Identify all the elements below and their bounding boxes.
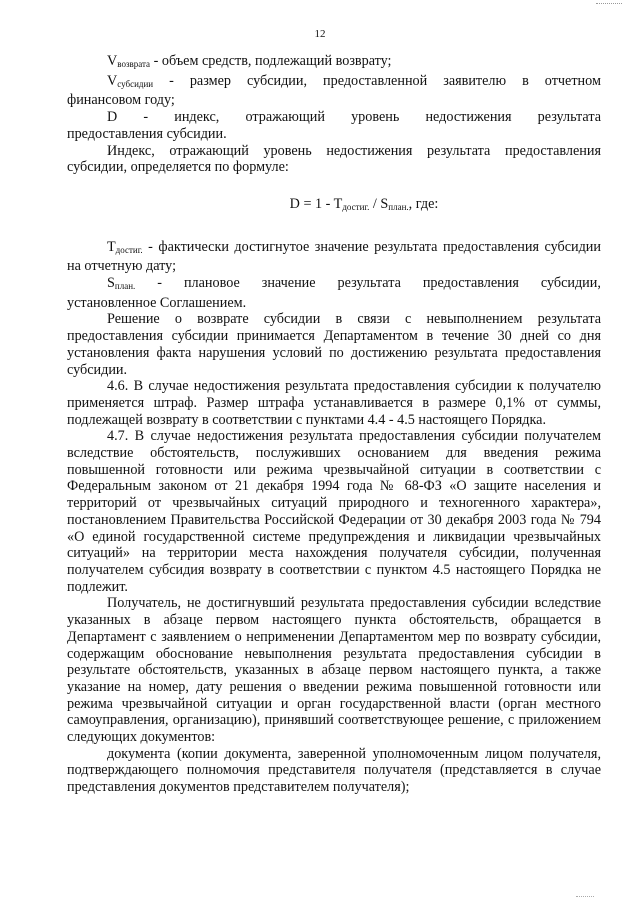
v-return-symbol: V	[107, 53, 118, 69]
s-symbol: S	[107, 275, 115, 292]
d-continuation: предоставления субсидии.	[67, 125, 227, 142]
corner-scan-mark-bottom	[576, 894, 594, 897]
s-word-4: результата	[337, 275, 401, 292]
d-word-0: D	[107, 109, 118, 126]
paragraph-4-6: 4.6. В случае недостижения результата предоставления субсидии к получателю применяется штраф. Размер штрафа устанавливается в размере 0,1% от суммы, подлежащей возврату в соответствии с пунктами 4.4 - 4.5 настоящего Порядка.	[67, 378, 601, 428]
s-continuation: установленное Соглашением.	[67, 294, 247, 311]
d-word-4: уровень	[351, 109, 400, 126]
formula-lhs: D = 1 - T	[289, 195, 343, 212]
s-word-0	[107, 275, 135, 295]
v-return-subscript: возврата	[117, 59, 151, 69]
v-subsidy-subscript: субсидии	[117, 78, 154, 89]
paragraph-4-7: 4.7. В случае недостижения результата предоставления субсидии получателем вследствие обстоятельств, послуживших основанием для введения режима повышенной готовности или режима чрезвычайной ситуации в соответствии с Федеральным законом от 21 декабря 1994 года № 68-ФЗ «О защите населения и территорий от чрезвычайных ситуаций природного и техногенного характера», постановлением Правительства Российской Федерации от 30 декабря 2003 года № 794 «О единой государственной системе предупреждения и ликвидации чрезвычайных ситуаций» на территории места нахождения получателя субсидии, полученная получателем субсидия возврату в соответствии с пунктом 4.5 настоящего Порядка не подлежит.	[67, 428, 601, 595]
s-word-3: значение	[261, 275, 316, 292]
d-word-6: результата	[537, 109, 601, 126]
t-subscript: достиг.	[115, 244, 143, 255]
t-definition	[67, 239, 601, 275]
v-subsidy-word-5: заявителю	[443, 72, 507, 89]
index-paragraph: Индекс, отражающий уровень недостижения результата предоставления субсидии, определяется по формуле:	[67, 142, 601, 176]
decision-paragraph: Решение о возврате субсидии в связи с невыполнением результата предоставления субсидии принимается Департаментом в течение 30 дней со дня установления факта нарушения условий по достижению результата предоставления субсидии.	[67, 311, 601, 378]
v-subsidy-symbol: V	[107, 72, 118, 89]
document-body	[67, 53, 601, 796]
v-return-text: - объем средств, подлежащий возврату;	[150, 53, 392, 69]
t-text: - фактически достигнутое значение результата предоставления субсидии на отчетную дату;	[67, 238, 601, 275]
d-word-5: недостижения	[425, 109, 512, 126]
v-subsidy-continuation: финансовом году;	[67, 92, 175, 109]
formula-mid: / S	[369, 195, 389, 212]
formula-s-subscript: план.	[388, 201, 409, 212]
s-word-6: субсидии,	[540, 275, 601, 292]
t-symbol: T	[107, 238, 116, 255]
s-subscript: план.	[114, 281, 136, 292]
v-subsidy-definition	[67, 73, 601, 93]
page-number: 12	[314, 28, 326, 40]
formula-t-subscript: достиг.	[342, 201, 370, 212]
v-subsidy-word-3: субсидии,	[246, 72, 308, 89]
v-subsidy-word-4: предоставленной	[323, 72, 428, 89]
v-subsidy-word-7: отчетном	[544, 72, 601, 89]
formula	[67, 196, 601, 216]
d-definition	[67, 109, 601, 126]
d-word-1: -	[143, 109, 149, 126]
document-paragraph: документа (копии документа, заверенной уполномоченным лицом получателя, подтверждающего полномочия представителя получателя (представляется в случае представления документов представителем получателя);	[67, 745, 601, 796]
recipient-paragraph: Получатель, не достигнувший результата предоставления субсидии вследствие указанных в абзаце первом настоящего пункта обстоятельств, обращается в Департамент с заявлением о неприменении Департаментом мер по возврату субсидии, содержащим обоснование невыполнения результата предоставления субсидии в результате обстоятельств, указанных в абзаце первом настоящего пункта, а также указание на номер, дату решения о введении режима повышенной готовности или режима чрезвычайной ситуации и орган государственной власти (орган местного самоуправления, организацию), принявший соответствующее решение, с приложением следующих документов:	[67, 595, 601, 746]
s-word-5: предоставления	[422, 275, 519, 292]
s-word-2: плановое	[183, 275, 240, 292]
d-word-2: индекс,	[174, 109, 220, 126]
v-subsidy-word-2: размер	[189, 72, 231, 89]
v-subsidy-word-1: -	[169, 72, 174, 89]
corner-scan-mark	[596, 0, 622, 4]
formula-rhs: , где:	[408, 195, 439, 212]
v-subsidy-word-0	[107, 73, 153, 93]
s-definition	[67, 275, 601, 295]
v-subsidy-word-6: в	[522, 72, 529, 89]
s-word-1: -	[157, 275, 162, 292]
d-word-3: отражающий	[245, 109, 325, 126]
v-return-definition	[67, 53, 601, 73]
